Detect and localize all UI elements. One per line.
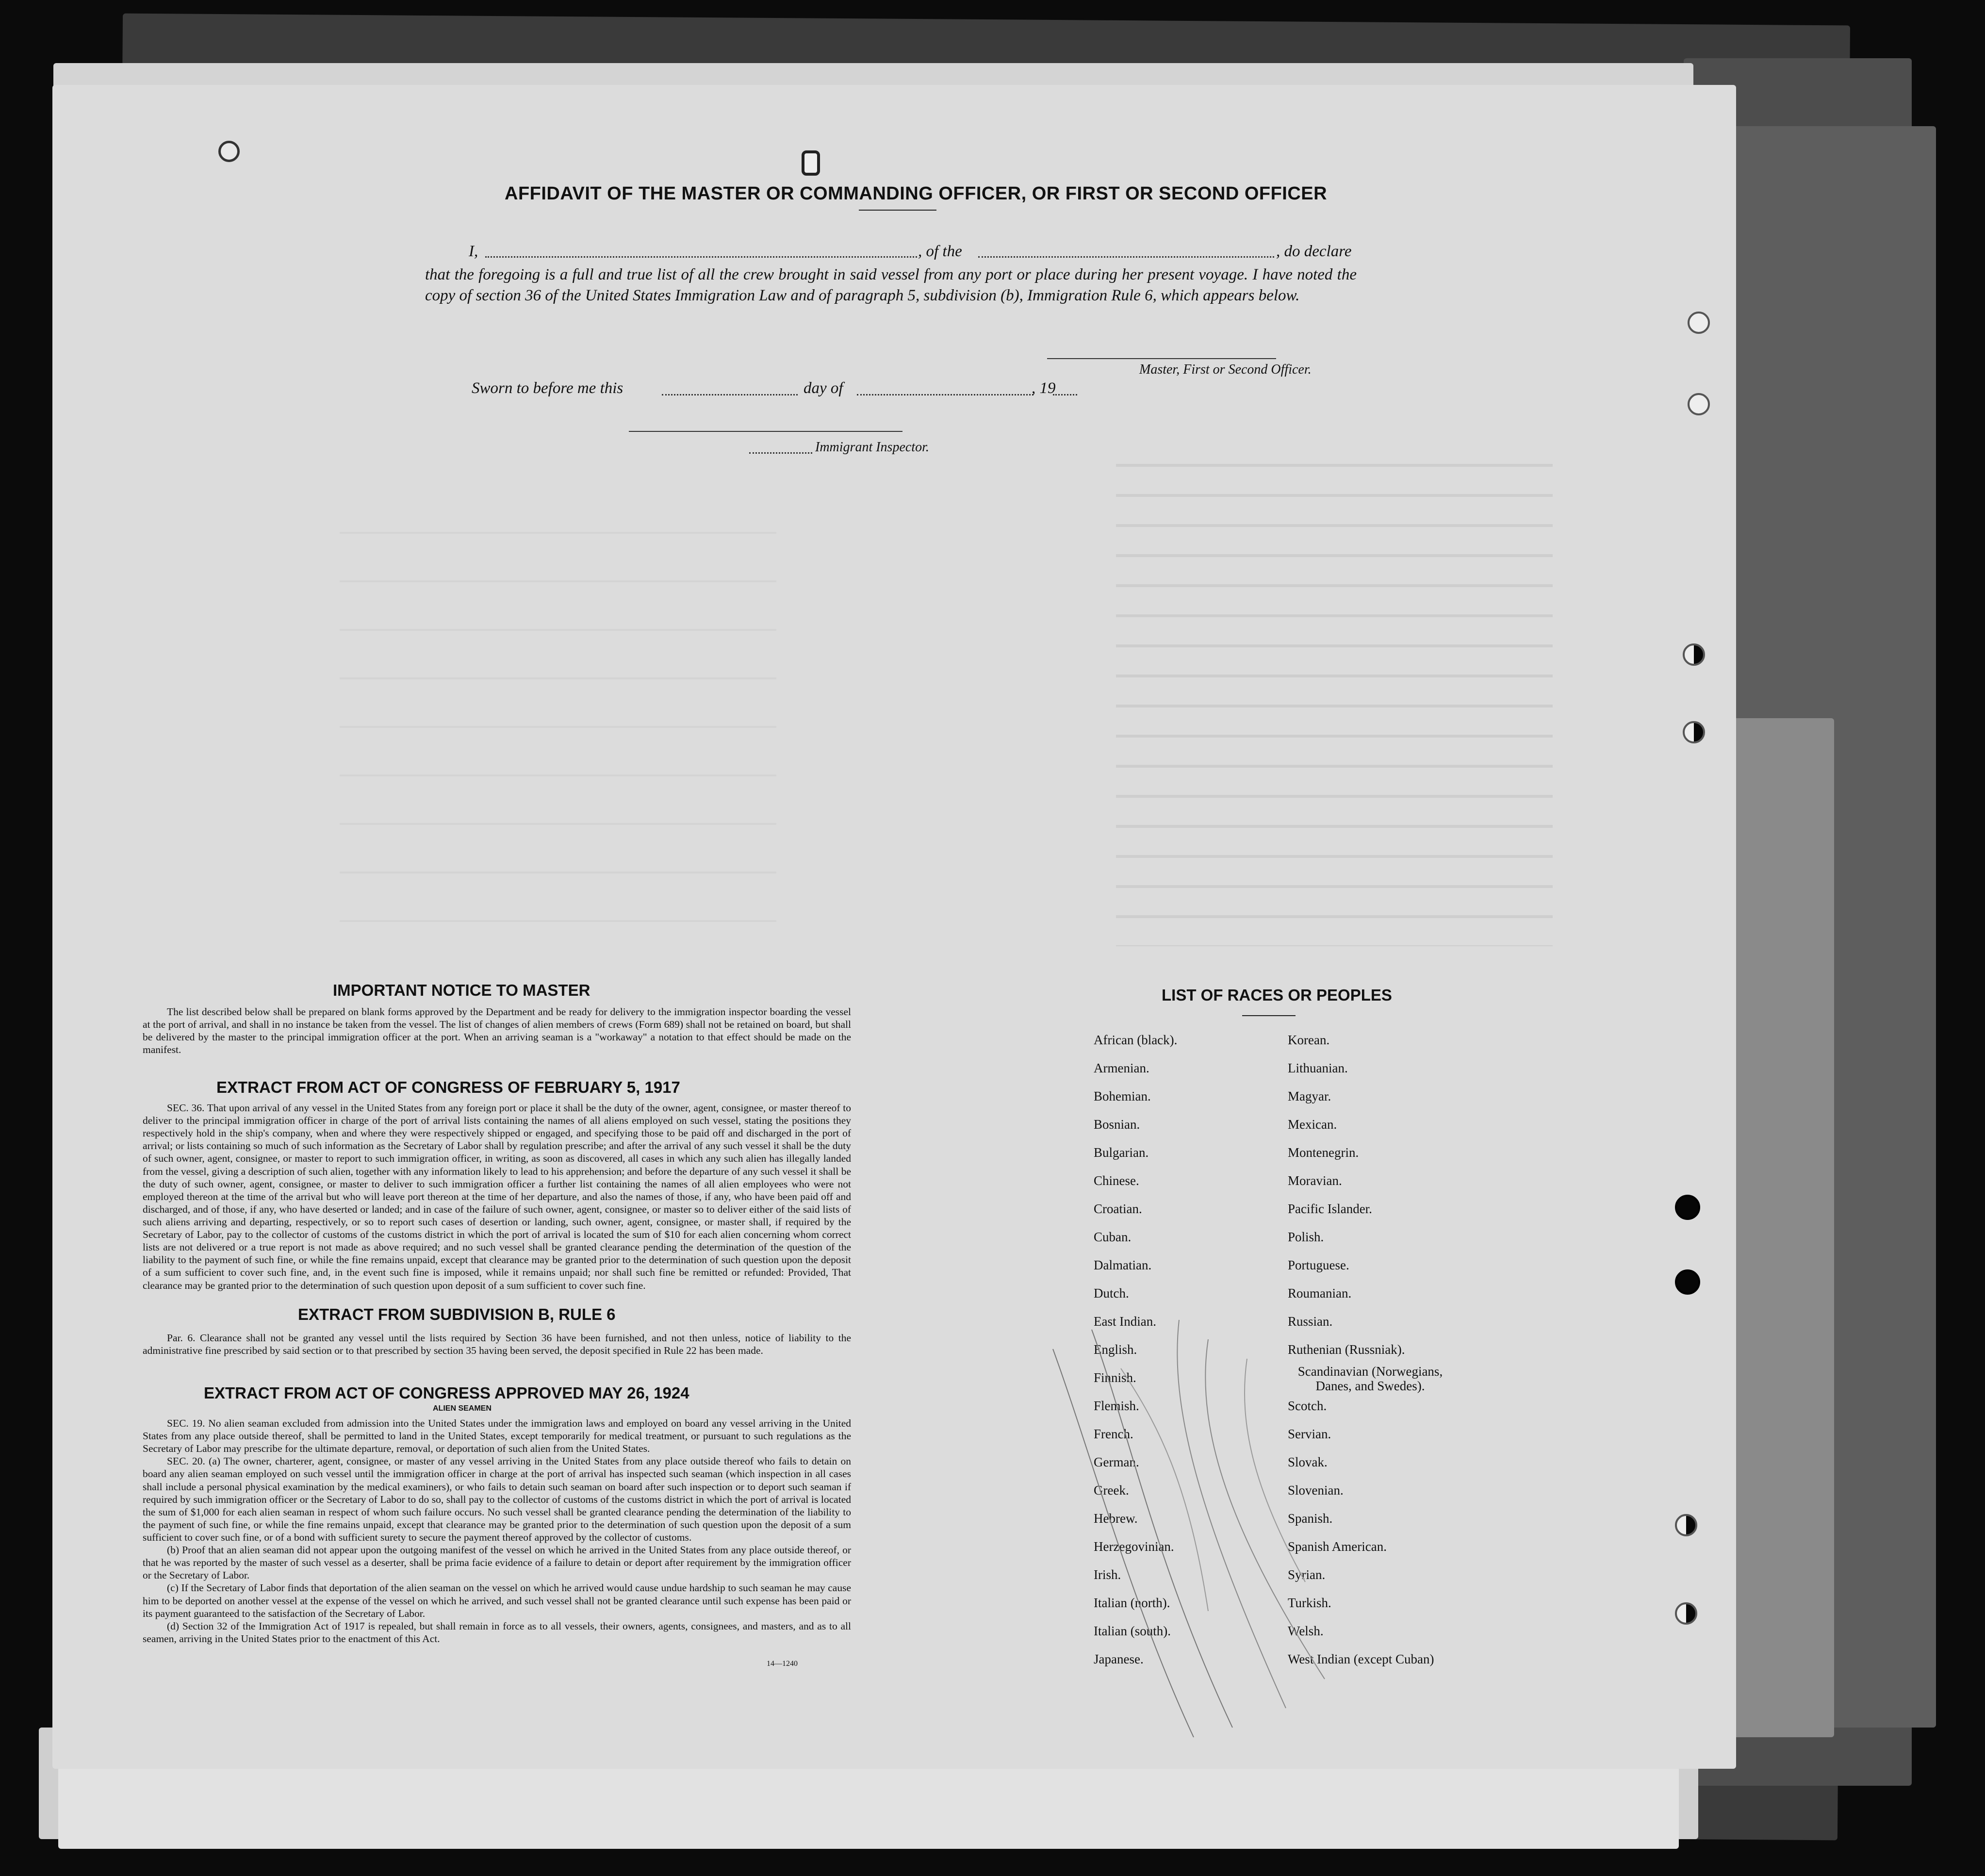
vessel-label: , of the — [918, 243, 962, 260]
race-item: Bosnian. — [1094, 1117, 1140, 1132]
race-item: West Indian (except Cuban) — [1288, 1652, 1434, 1666]
master-signature-field[interactable] — [1047, 358, 1276, 359]
race-item: Spanish. — [1288, 1511, 1333, 1526]
race-item: Slovak. — [1288, 1455, 1328, 1469]
notice-paragraph: The list described below shall be prepared on blank forms approved by the Department and be ready for delivery to the immigration inspector boarding the vessel at the port of arrival, and shall in no instance be taken from the vessel. The list of changes of alien members of crews (Form 689) shall not be retained on board, but shall be delivered by the master to the principal immigration officer at the port. When an arriving seaman is a "workaway" a notation to that effect should be made on the manifest. — [143, 1006, 851, 1056]
punch-hole — [1683, 643, 1705, 666]
rule6-title: EXTRACT FROM SUBDIVISION B, RULE 6 — [298, 1305, 616, 1323]
race-item: Armenian. — [1094, 1061, 1149, 1075]
rule6-paragraph: Par. 6. Clearance shall not be granted any vessel until the lists required by Section 36 have been furnished, and not then unless, notice of liability to the administrative fine prescribed by said section or to that prescribed by section 35 having been served, the deposit specified in Rule 22 has been made. — [143, 1332, 851, 1357]
race-item: Welsh. — [1288, 1624, 1324, 1638]
sec-20a-paragraph: SEC. 20. (a) The owner, charterer, agent, consignee, or master of any vessel arriving in the United States from any place outside thereof who fails to detain on board any alien seaman employed on such vessel until the immigration officer in charge at the port of arrival has inspected such seaman (which inspection in all cases shall include a personal physical examination by the medical examiners), or who fails to detain such seaman on board after such inspection or to deport such seaman if required by such immigration officer or the Secretary of Labor to do so, shall pay to the collector of customs of the customs district in which the port of arrival is located the sum of $1,000 for each alien seaman in respect of whom such failure occurs. No such vessel shall be granted clearance pending the determination of the liability to the payment of such fine, or while the fine remains unpaid, except that clearance may be granted prior to the determination of such question upon the deposit of a sum sufficient to cover such fine, or of a bond with sufficient surety to secure the payment thereof approved by the collector of customs. — [143, 1455, 851, 1543]
notice-title: IMPORTANT NOTICE TO MASTER — [333, 981, 591, 999]
master-signature-label: Master, First or Second Officer. — [1139, 362, 1312, 377]
rule6-text — [143, 1332, 851, 1357]
race-item: Hebrew. — [1094, 1511, 1138, 1526]
race-item: Japanese. — [1094, 1652, 1144, 1666]
declare-label: , do declare — [1276, 243, 1352, 260]
race-item: Italian (north). — [1094, 1596, 1170, 1610]
races-title: LIST OF RACES OR PEOPLES — [1162, 986, 1392, 1004]
race-item: Pacific Islander. — [1288, 1201, 1372, 1216]
act-1924-text — [143, 1417, 851, 1645]
race-item: Irish. — [1094, 1567, 1121, 1582]
race-item: African (black). — [1094, 1033, 1178, 1047]
divider — [859, 210, 936, 211]
punch-hole — [1675, 1269, 1700, 1295]
act-1924-title: EXTRACT FROM ACT OF CONGRESS APPROVED MAY 26, 1924 — [204, 1384, 689, 1402]
punch-hole — [1675, 1514, 1697, 1536]
race-item: Korean. — [1288, 1033, 1330, 1047]
race-item: Magyar. — [1288, 1089, 1331, 1103]
race-item: Turkish. — [1288, 1596, 1331, 1610]
act-1917-paragraph: SEC. 36. That upon arrival of any vessel in the United States from any foreign port or place it shall be the duty of the owner, agent, consignee, or master thereof to deliver to the principal immigration officer in charge of the port of arrival lists containing the names of all aliens employed on such vessel, stating the positions they respectively hold in the ship's company, when and where they were respectively shipped or engaged, and specifying those to be paid off and discharged in the port of arrival; or lists containing so much of such information as the Secretary of Labor shall by regulation prescribe; and after the arrival of any such vessel it shall be the duty of such owner, agent, consignee, or master to report to such immigration officer, in writing, as soon as discovered, all cases in which any such alien has illegally landed from the vessel, giving a description of such alien, together with any information likely to lead to his apprehension; and before the departure of any such vessel it shall be the duty of such owner, agent, consignee, or master to deliver to such immigration officer a further list containing the names of all alien employees who were not employed thereon at the time of the arrival but who will leave port thereon at the time of her departure, and also the names of those, if any, who have been paid off and discharged, and of those, if any, who have deserted or landed; and in case of the failure of such owner, agent, consignee, or master so to deliver either of the said lists of such aliens arriving and departing, respectively, or so to report such cases of desertion or landing, such owner, agent, consignee, or master shall, if required by the Secretary of Labor, pay to the collector of customs of the customs district in which the port of arrival is located the sum of $10 for each alien concerning whom correct lists are not delivered or a true report is not made as above required; and no such vessel shall be granted clearance pending the determination of the question of the liability to the payment of such fine, or while the fine remains unpaid, except that clearance may be granted prior to the determination of such question upon the deposit of a sum sufficient to cover such fine, and, in the event such fine is imposed, while it remains unpaid; nor shall such fine be remitted or refunded: Provided, That clearance may be granted prior to the determination of such question upon deposit of a sum sufficient to cover such fine. — [143, 1102, 851, 1291]
day-of-label: day of — [804, 379, 843, 397]
punch-hole — [218, 141, 240, 162]
inspector-signature-label: Immigrant Inspector. — [815, 440, 929, 455]
act-1917-title: EXTRACT FROM ACT OF CONGRESS OF FEBRUARY 5, 1917 — [216, 1078, 680, 1096]
punch-hole — [1675, 1195, 1700, 1220]
race-item: Ruthenian (Russniak). — [1288, 1342, 1405, 1357]
race-item: Italian (south). — [1094, 1624, 1171, 1638]
affidavit-title: AFFIDAVIT OF THE MASTER OR COMMANDING OFFICER, OR FIRST OR SECOND OFFICER — [505, 183, 1328, 204]
race-item: Syrian. — [1288, 1567, 1326, 1582]
race-item: Polish. — [1288, 1230, 1324, 1244]
punch-hole — [1683, 721, 1705, 743]
notice-text — [143, 1005, 851, 1056]
race-item: East Indian. — [1094, 1314, 1156, 1329]
act-1924-subtitle: ALIEN SEAMEN — [433, 1404, 492, 1413]
pencil-scribble-marks — [1034, 1310, 1373, 1747]
race-item: Russian. — [1288, 1314, 1333, 1329]
race-item: Dutch. — [1094, 1286, 1129, 1300]
form-number: 14—1240 — [767, 1660, 798, 1668]
race-item: Flemish. — [1094, 1399, 1139, 1413]
race-item: Croatian. — [1094, 1201, 1142, 1216]
race-item: Finnish. — [1094, 1370, 1136, 1385]
declarant-name-field[interactable] — [485, 256, 917, 258]
vessel-name-field[interactable] — [978, 256, 1274, 258]
declaration-text: that the foregoing is a full and true list of all the crew brought in said vessel from any port or place during her present voyage. I have noted the copy of section 36 of the United States Immigration Law and of paragraph 5, subdivision (b), Immigration Rule 6, which appears below. — [425, 266, 1357, 304]
race-item: Scandinavian (Norwegians, Danes, and Swedes). — [1297, 1364, 1443, 1393]
race-item: Spanish American. — [1288, 1539, 1387, 1554]
race-item: Lithuanian. — [1288, 1061, 1348, 1075]
race-item: English. — [1094, 1342, 1137, 1357]
divider — [1242, 1015, 1296, 1016]
sworn-label: Sworn to before me this — [472, 379, 623, 397]
sec-19-paragraph: SEC. 19. No alien seaman excluded from admission into the United States under the immigration laws and employed on board any vessel arriving in the United States from any place outside thereof, shall be permitted to land in the United States, except temporarily for medical treatment, or pursuant to such regulations as the Secretary of Labor may prescribe for the ultimate departure, removal, or deportation of such alien from the United States. — [143, 1417, 851, 1455]
punch-hole — [1675, 1602, 1697, 1625]
race-item: Roumanian. — [1288, 1286, 1352, 1300]
race-item: Greek. — [1094, 1483, 1129, 1498]
race-item: Mexican. — [1288, 1117, 1337, 1132]
race-item: Dalmatian. — [1094, 1258, 1152, 1272]
race-item: French. — [1094, 1427, 1133, 1441]
race-item: Bohemian. — [1094, 1089, 1151, 1103]
sec-20c-paragraph: (c) If the Secretary of Labor finds that deportation of the alien seaman on the vessel on which he arrived would cause undue hardship to such seaman he may cause him to be deported on another vessel at the expense of the vessel on which he arrived, and such vessel shall not be granted clearance until such expense has been paid or its payment guaranteed to the satisfaction of the Secretary of Labor. — [143, 1582, 851, 1619]
race-item: Slovenian. — [1288, 1483, 1344, 1498]
sworn-day-field[interactable] — [662, 394, 798, 395]
year-label: , 19 — [1032, 379, 1056, 397]
race-item: Herzegovinian. — [1094, 1539, 1174, 1554]
race-item: Bulgarian. — [1094, 1145, 1149, 1160]
sec-20d-paragraph: (d) Section 32 of the Immigration Act of 1917 is repealed, but shall remain in force as to all vessels, their owners, agents, consignees, and masters, and as to all seamen, arriving in the United States prior to the enactment of this Act. — [143, 1620, 851, 1645]
punch-hole — [802, 150, 820, 176]
sworn-month-field[interactable] — [857, 394, 1034, 395]
race-item: Cuban. — [1094, 1230, 1132, 1244]
inspector-name-field[interactable] — [749, 452, 812, 454]
race-item: Scotch. — [1288, 1399, 1327, 1413]
act-1917-text — [143, 1102, 851, 1292]
race-item: German. — [1094, 1455, 1139, 1469]
race-item: Servian. — [1288, 1427, 1331, 1441]
punch-hole — [1688, 312, 1710, 334]
race-item: Portuguese. — [1288, 1258, 1349, 1272]
race-item: Chinese. — [1094, 1173, 1139, 1188]
bleed-through-texture — [340, 485, 776, 922]
inspector-signature-field[interactable] — [629, 431, 902, 432]
race-item: Moravian. — [1288, 1173, 1342, 1188]
declarant-label: I, — [469, 243, 478, 260]
sec-20b-paragraph: (b) Proof that an alien seaman did not appear upon the outgoing manifest of the vessel on which he arrived in the United States from any place outside thereof, or that he was reported by the master of such vessel as a deserter, shall be prima facie evidence of a failure to detain or deport after requirement by the immigration officer or the Secretary of Labor. — [143, 1544, 851, 1581]
punch-hole — [1688, 393, 1710, 415]
sworn-year-field[interactable] — [1053, 394, 1077, 395]
bleed-through-texture — [1116, 437, 1553, 946]
race-item: Montenegrin. — [1288, 1145, 1359, 1160]
